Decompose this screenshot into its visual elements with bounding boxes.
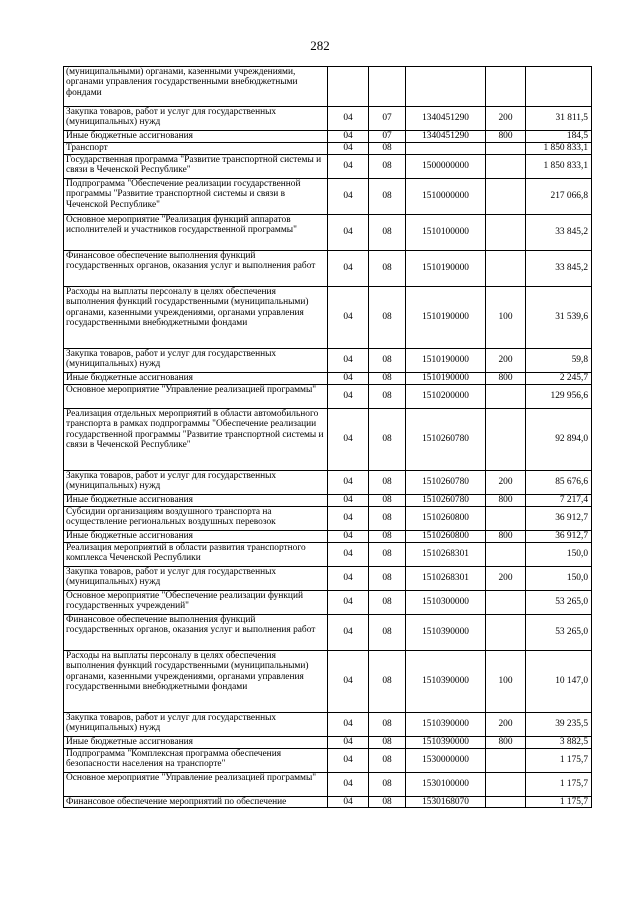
- target-article-cell: 1510260780: [406, 409, 486, 471]
- table-row: [64, 215, 592, 251]
- row-name-cell: Основное мероприятие "Обеспечение реализации функций государственных учреждений": [64, 591, 328, 615]
- section-code-cell: 04: [328, 409, 369, 471]
- expense-type-cell: [486, 385, 526, 409]
- section-code-cell: 04: [328, 797, 369, 808]
- expense-type-cell: [486, 543, 526, 567]
- amount-cell: 1 175,7: [526, 749, 592, 773]
- amount-cell: 217 066,8: [526, 179, 592, 215]
- expense-type-cell: 200: [486, 107, 526, 131]
- table-row: [64, 507, 592, 531]
- subsection-code-cell: 08: [369, 773, 406, 797]
- amount-cell: 36 912,7: [526, 531, 592, 543]
- amount-cell: 1 850 833,1: [526, 155, 592, 179]
- expense-type-cell: [486, 409, 526, 471]
- row-name-cell: Финансовое обеспечение мероприятий по обеспечение: [64, 797, 328, 808]
- amount-cell: 59,8: [526, 349, 592, 373]
- section-code-cell: 04: [328, 773, 369, 797]
- target-article-cell: 1510390000: [406, 651, 486, 713]
- target-article-cell: 1510000000: [406, 179, 486, 215]
- table-row: [64, 737, 592, 749]
- expense-type-cell: [486, 155, 526, 179]
- table-row: [64, 131, 592, 143]
- subsection-code-cell: 08: [369, 713, 406, 737]
- subsection-code-cell: 08: [369, 531, 406, 543]
- section-code-cell: 04: [328, 373, 369, 385]
- subsection-code-cell: 08: [369, 385, 406, 409]
- amount-cell: 1 850 833,1: [526, 143, 592, 155]
- table-row: [64, 773, 592, 797]
- table-row: [64, 495, 592, 507]
- target-article-cell: 1510268301: [406, 567, 486, 591]
- amount-cell: 31 811,5: [526, 107, 592, 131]
- section-code-cell: 04: [328, 179, 369, 215]
- subsection-code-cell: 08: [369, 287, 406, 349]
- row-name-cell: Основное мероприятие "Управление реализацией программы": [64, 385, 328, 409]
- subsection-code-cell: 08: [369, 507, 406, 531]
- row-name-cell: Реализация отдельных мероприятий в области автомобильного транспорта в рамках подпрограммы "Обеспечение реализации государственной программы "Развитие транспортной системы и связи в Чеченской Республике": [64, 409, 328, 471]
- amount-cell: 85 676,6: [526, 471, 592, 495]
- table-row: [64, 591, 592, 615]
- table-row: [64, 651, 592, 713]
- expense-type-cell: 200: [486, 471, 526, 495]
- section-code-cell: 04: [328, 471, 369, 495]
- section-code-cell: 04: [328, 143, 369, 155]
- expense-type-cell: [486, 67, 526, 107]
- section-code-cell: 04: [328, 251, 369, 287]
- expense-type-cell: [486, 773, 526, 797]
- row-name-cell: Закупка товаров, работ и услуг для государственных (муниципальных) нужд: [64, 471, 328, 495]
- table-row: [64, 409, 592, 471]
- section-code-cell: 04: [328, 749, 369, 773]
- table-row: [64, 615, 592, 651]
- expense-type-cell: 800: [486, 373, 526, 385]
- subsection-code-cell: 08: [369, 749, 406, 773]
- section-code-cell: 04: [328, 131, 369, 143]
- expense-type-cell: 800: [486, 531, 526, 543]
- amount-cell: 2 245,7: [526, 373, 592, 385]
- row-name-cell: Закупка товаров, работ и услуг для государственных (муниципальных) нужд: [64, 713, 328, 737]
- section-code-cell: 04: [328, 495, 369, 507]
- row-name-cell: Иные бюджетные ассигнования: [64, 373, 328, 385]
- row-name-cell: Закупка товаров, работ и услуг для государственных (муниципальных) нужд: [64, 349, 328, 373]
- subsection-code-cell: 08: [369, 215, 406, 251]
- subsection-code-cell: 08: [369, 155, 406, 179]
- row-name-cell: Финансовое обеспечение выполнения функций государственных органов, оказания услуг и выполнения работ: [64, 615, 328, 651]
- section-code-cell: 04: [328, 591, 369, 615]
- amount-cell: 33 845,2: [526, 215, 592, 251]
- amount-cell: 1 175,7: [526, 773, 592, 797]
- amount-cell: 10 147,0: [526, 651, 592, 713]
- row-name-cell: Субсидии организациям воздушного транспорта на осуществление региональных воздушных перевозок: [64, 507, 328, 531]
- subsection-code-cell: 08: [369, 179, 406, 215]
- expense-type-cell: [486, 591, 526, 615]
- expense-type-cell: [486, 749, 526, 773]
- table-row: [64, 143, 592, 155]
- expense-type-cell: 200: [486, 349, 526, 373]
- subsection-code-cell: 08: [369, 651, 406, 713]
- section-code-cell: 04: [328, 215, 369, 251]
- expense-type-cell: 800: [486, 737, 526, 749]
- row-name-cell: Иные бюджетные ассигнования: [64, 531, 328, 543]
- section-code-cell: 04: [328, 713, 369, 737]
- target-article-cell: 1510260800: [406, 531, 486, 543]
- section-code-cell: 04: [328, 651, 369, 713]
- amount-cell: 129 956,6: [526, 385, 592, 409]
- table-row: [64, 385, 592, 409]
- amount-cell: [526, 67, 592, 107]
- target-article-cell: 1530000000: [406, 749, 486, 773]
- target-article-cell: 1510390000: [406, 737, 486, 749]
- row-name-cell: Реализация мероприятий в области развития транспортного комплекса Чеченской Республики: [64, 543, 328, 567]
- section-code-cell: 04: [328, 507, 369, 531]
- subsection-code-cell: 08: [369, 567, 406, 591]
- target-article-cell: 1510200000: [406, 385, 486, 409]
- table-row: [64, 67, 592, 107]
- subsection-code-cell: 08: [369, 373, 406, 385]
- amount-cell: 92 894,0: [526, 409, 592, 471]
- table-row: [64, 531, 592, 543]
- table-row: [64, 287, 592, 349]
- table-row: [64, 155, 592, 179]
- row-name-cell: Расходы на выплаты персоналу в целях обеспечения выполнения функций государственными (муниципальными) органами, казенными учреждениями, органами управления государственными внебюджетными фондами: [64, 287, 328, 349]
- amount-cell: 39 235,5: [526, 713, 592, 737]
- row-name-cell: Иные бюджетные ассигнования: [64, 131, 328, 143]
- amount-cell: 184,5: [526, 131, 592, 143]
- amount-cell: 150,0: [526, 567, 592, 591]
- expense-type-cell: 200: [486, 567, 526, 591]
- row-name-cell: Основное мероприятие "Управление реализацией программы": [64, 773, 328, 797]
- expense-type-cell: [486, 615, 526, 651]
- target-article-cell: 1340451290: [406, 131, 486, 143]
- table-row: [64, 471, 592, 495]
- table-row: [64, 797, 592, 808]
- target-article-cell: 1510300000: [406, 591, 486, 615]
- subsection-code-cell: 08: [369, 737, 406, 749]
- target-article-cell: 1510260780: [406, 495, 486, 507]
- row-name-cell: Иные бюджетные ассигнования: [64, 737, 328, 749]
- amount-cell: 3 882,5: [526, 737, 592, 749]
- target-article-cell: 1500000000: [406, 155, 486, 179]
- table-row: [64, 349, 592, 373]
- page-number: 282: [310, 38, 330, 53]
- subsection-code-cell: 08: [369, 471, 406, 495]
- target-article-cell: 1510268301: [406, 543, 486, 567]
- row-name-cell: (муниципальными) органами, казенными учреждениями, органами управления государственными внебюджетными фондами: [64, 67, 328, 107]
- expense-type-cell: 800: [486, 495, 526, 507]
- amount-cell: 7 217,4: [526, 495, 592, 507]
- target-article-cell: 1510260800: [406, 507, 486, 531]
- row-name-cell: Государственная программа "Развитие транспортной системы и связи в Чеченской Республике": [64, 155, 328, 179]
- table-row: [64, 179, 592, 215]
- table-row: [64, 543, 592, 567]
- target-article-cell: 1510190000: [406, 251, 486, 287]
- target-article-cell: 1510100000: [406, 215, 486, 251]
- section-code-cell: 04: [328, 287, 369, 349]
- row-name-cell: Иные бюджетные ассигнования: [64, 495, 328, 507]
- target-article-cell: 1510390000: [406, 713, 486, 737]
- table-row: [64, 373, 592, 385]
- table-row: [64, 251, 592, 287]
- target-article-cell: 1510190000: [406, 287, 486, 349]
- table-row: [64, 107, 592, 131]
- expense-type-cell: 200: [486, 713, 526, 737]
- section-code-cell: 04: [328, 107, 369, 131]
- subsection-code-cell: [369, 67, 406, 107]
- section-code-cell: 04: [328, 531, 369, 543]
- amount-cell: 31 539,6: [526, 287, 592, 349]
- budget-table: [63, 66, 592, 808]
- amount-cell: 150,0: [526, 543, 592, 567]
- target-article-cell: 1530168070: [406, 797, 486, 808]
- section-code-cell: 04: [328, 567, 369, 591]
- target-article-cell: 1510260780: [406, 471, 486, 495]
- subsection-code-cell: 07: [369, 131, 406, 143]
- amount-cell: 53 265,0: [526, 591, 592, 615]
- subsection-code-cell: 08: [369, 591, 406, 615]
- target-article-cell: [406, 67, 486, 107]
- subsection-code-cell: 08: [369, 143, 406, 155]
- expense-type-cell: [486, 507, 526, 531]
- target-article-cell: 1530100000: [406, 773, 486, 797]
- expense-type-cell: [486, 251, 526, 287]
- target-article-cell: 1510190000: [406, 349, 486, 373]
- subsection-code-cell: 08: [369, 495, 406, 507]
- target-article-cell: 1340451290: [406, 107, 486, 131]
- section-code-cell: 04: [328, 349, 369, 373]
- target-article-cell: [406, 143, 486, 155]
- budget-table-body: [64, 67, 592, 808]
- amount-cell: 1 175,7: [526, 797, 592, 808]
- row-name-cell: Закупка товаров, работ и услуг для государственных (муниципальных) нужд: [64, 107, 328, 131]
- expense-type-cell: [486, 797, 526, 808]
- subsection-code-cell: 08: [369, 797, 406, 808]
- table-row: [64, 713, 592, 737]
- section-code-cell: 04: [328, 543, 369, 567]
- target-article-cell: 1510390000: [406, 615, 486, 651]
- expense-type-cell: [486, 215, 526, 251]
- subsection-code-cell: 08: [369, 409, 406, 471]
- table-row: [64, 567, 592, 591]
- expense-type-cell: 100: [486, 651, 526, 713]
- subsection-code-cell: 07: [369, 107, 406, 131]
- subsection-code-cell: 08: [369, 349, 406, 373]
- section-code-cell: 04: [328, 155, 369, 179]
- row-name-cell: Закупка товаров, работ и услуг для государственных (муниципальных) нужд: [64, 567, 328, 591]
- table-row: [64, 749, 592, 773]
- amount-cell: 33 845,2: [526, 251, 592, 287]
- expense-type-cell: [486, 143, 526, 155]
- row-name-cell: Транспорт: [64, 143, 328, 155]
- amount-cell: 36 912,7: [526, 507, 592, 531]
- section-code-cell: 04: [328, 385, 369, 409]
- target-article-cell: 1510190000: [406, 373, 486, 385]
- expense-type-cell: 100: [486, 287, 526, 349]
- expense-type-cell: 800: [486, 131, 526, 143]
- section-code-cell: [328, 67, 369, 107]
- row-name-cell: Финансовое обеспечение выполнения функций государственных органов, оказания услуг и выполнения работ: [64, 251, 328, 287]
- row-name-cell: Подпрограмма "Комплексная программа обеспечения безопасности населения на транспорте": [64, 749, 328, 773]
- row-name-cell: Подпрограмма "Обеспечение реализации государственной программы "Развитие транспортной системы и связи в Чеченской Республике": [64, 179, 328, 215]
- row-name-cell: Расходы на выплаты персоналу в целях обеспечения выполнения функций государственными (муниципальными) органами, казенными учреждениями, органами управления государственными внебюджетными фондами: [64, 651, 328, 713]
- subsection-code-cell: 08: [369, 615, 406, 651]
- subsection-code-cell: 08: [369, 543, 406, 567]
- section-code-cell: 04: [328, 615, 369, 651]
- row-name-cell: Основное мероприятие "Реализация функций аппаратов исполнителей и участников государственной программы": [64, 215, 328, 251]
- amount-cell: 53 265,0: [526, 615, 592, 651]
- expense-type-cell: [486, 179, 526, 215]
- subsection-code-cell: 08: [369, 251, 406, 287]
- section-code-cell: 04: [328, 737, 369, 749]
